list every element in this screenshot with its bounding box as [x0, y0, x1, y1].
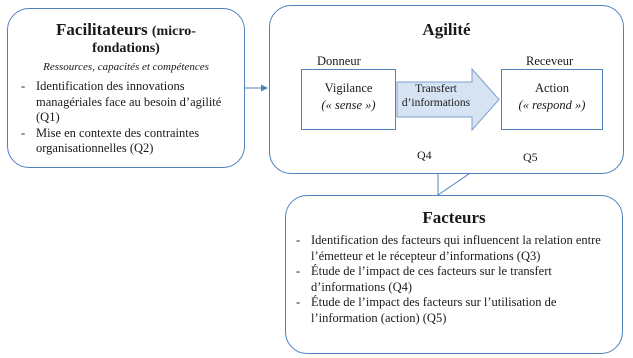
facteurs-box: [285, 195, 623, 354]
action-label: Action: [534, 81, 570, 95]
vigilance-sense-label: (« sense »): [321, 98, 376, 112]
action-box: [501, 69, 603, 130]
facteurs-item: - Identification des facteurs qui influencent la relation entre l’émetteur et le récepteur d’informations (Q3): [292, 233, 617, 264]
facteurs-title: Facteurs: [422, 208, 486, 227]
facilitateurs-title: [8, 20, 244, 41]
facilitateurs-item: - Mise en contexte des contraintes organisationnelles (Q2): [17, 126, 242, 157]
facilitateurs-list: [17, 79, 242, 157]
q5-label: Q5: [523, 150, 538, 164]
vigilance-label: Vigilance: [324, 81, 373, 95]
transfert-line2: d’informations: [401, 97, 471, 109]
facilitateurs-box: [7, 8, 245, 168]
facteurs-item: - Étude de l’impact de ces facteurs sur le transfert d’informations (Q4): [292, 264, 617, 295]
facilitateurs-title-main: Facilitateurs: [56, 20, 148, 39]
agilite-title: Agilité: [422, 20, 471, 39]
agilite-box: [269, 5, 624, 174]
facteurs-item: - Étude de l’impact des facteurs sur l’utilisation de l’information (action) (Q5): [292, 295, 617, 326]
facilitateurs-title-line2: fondations): [92, 41, 160, 56]
action-respond-label: (« respond »): [518, 98, 586, 112]
facteurs-list: [292, 233, 617, 326]
donneur-label: Donneur: [317, 54, 361, 68]
transfert-label: [396, 82, 476, 110]
facilitateurs-title-paren: (micro-: [151, 24, 196, 39]
q4-label: Q4: [417, 148, 432, 162]
receveur-label: Receveur: [526, 54, 574, 68]
facilitateurs-subtitle: Ressources, capacités et compétences: [43, 61, 209, 73]
facilitateurs-item: - Identification des innovations managériales face au besoin d’agilité (Q1): [17, 79, 242, 126]
vigilance-box: [301, 69, 396, 130]
transfert-line1: Transfert: [415, 83, 457, 95]
